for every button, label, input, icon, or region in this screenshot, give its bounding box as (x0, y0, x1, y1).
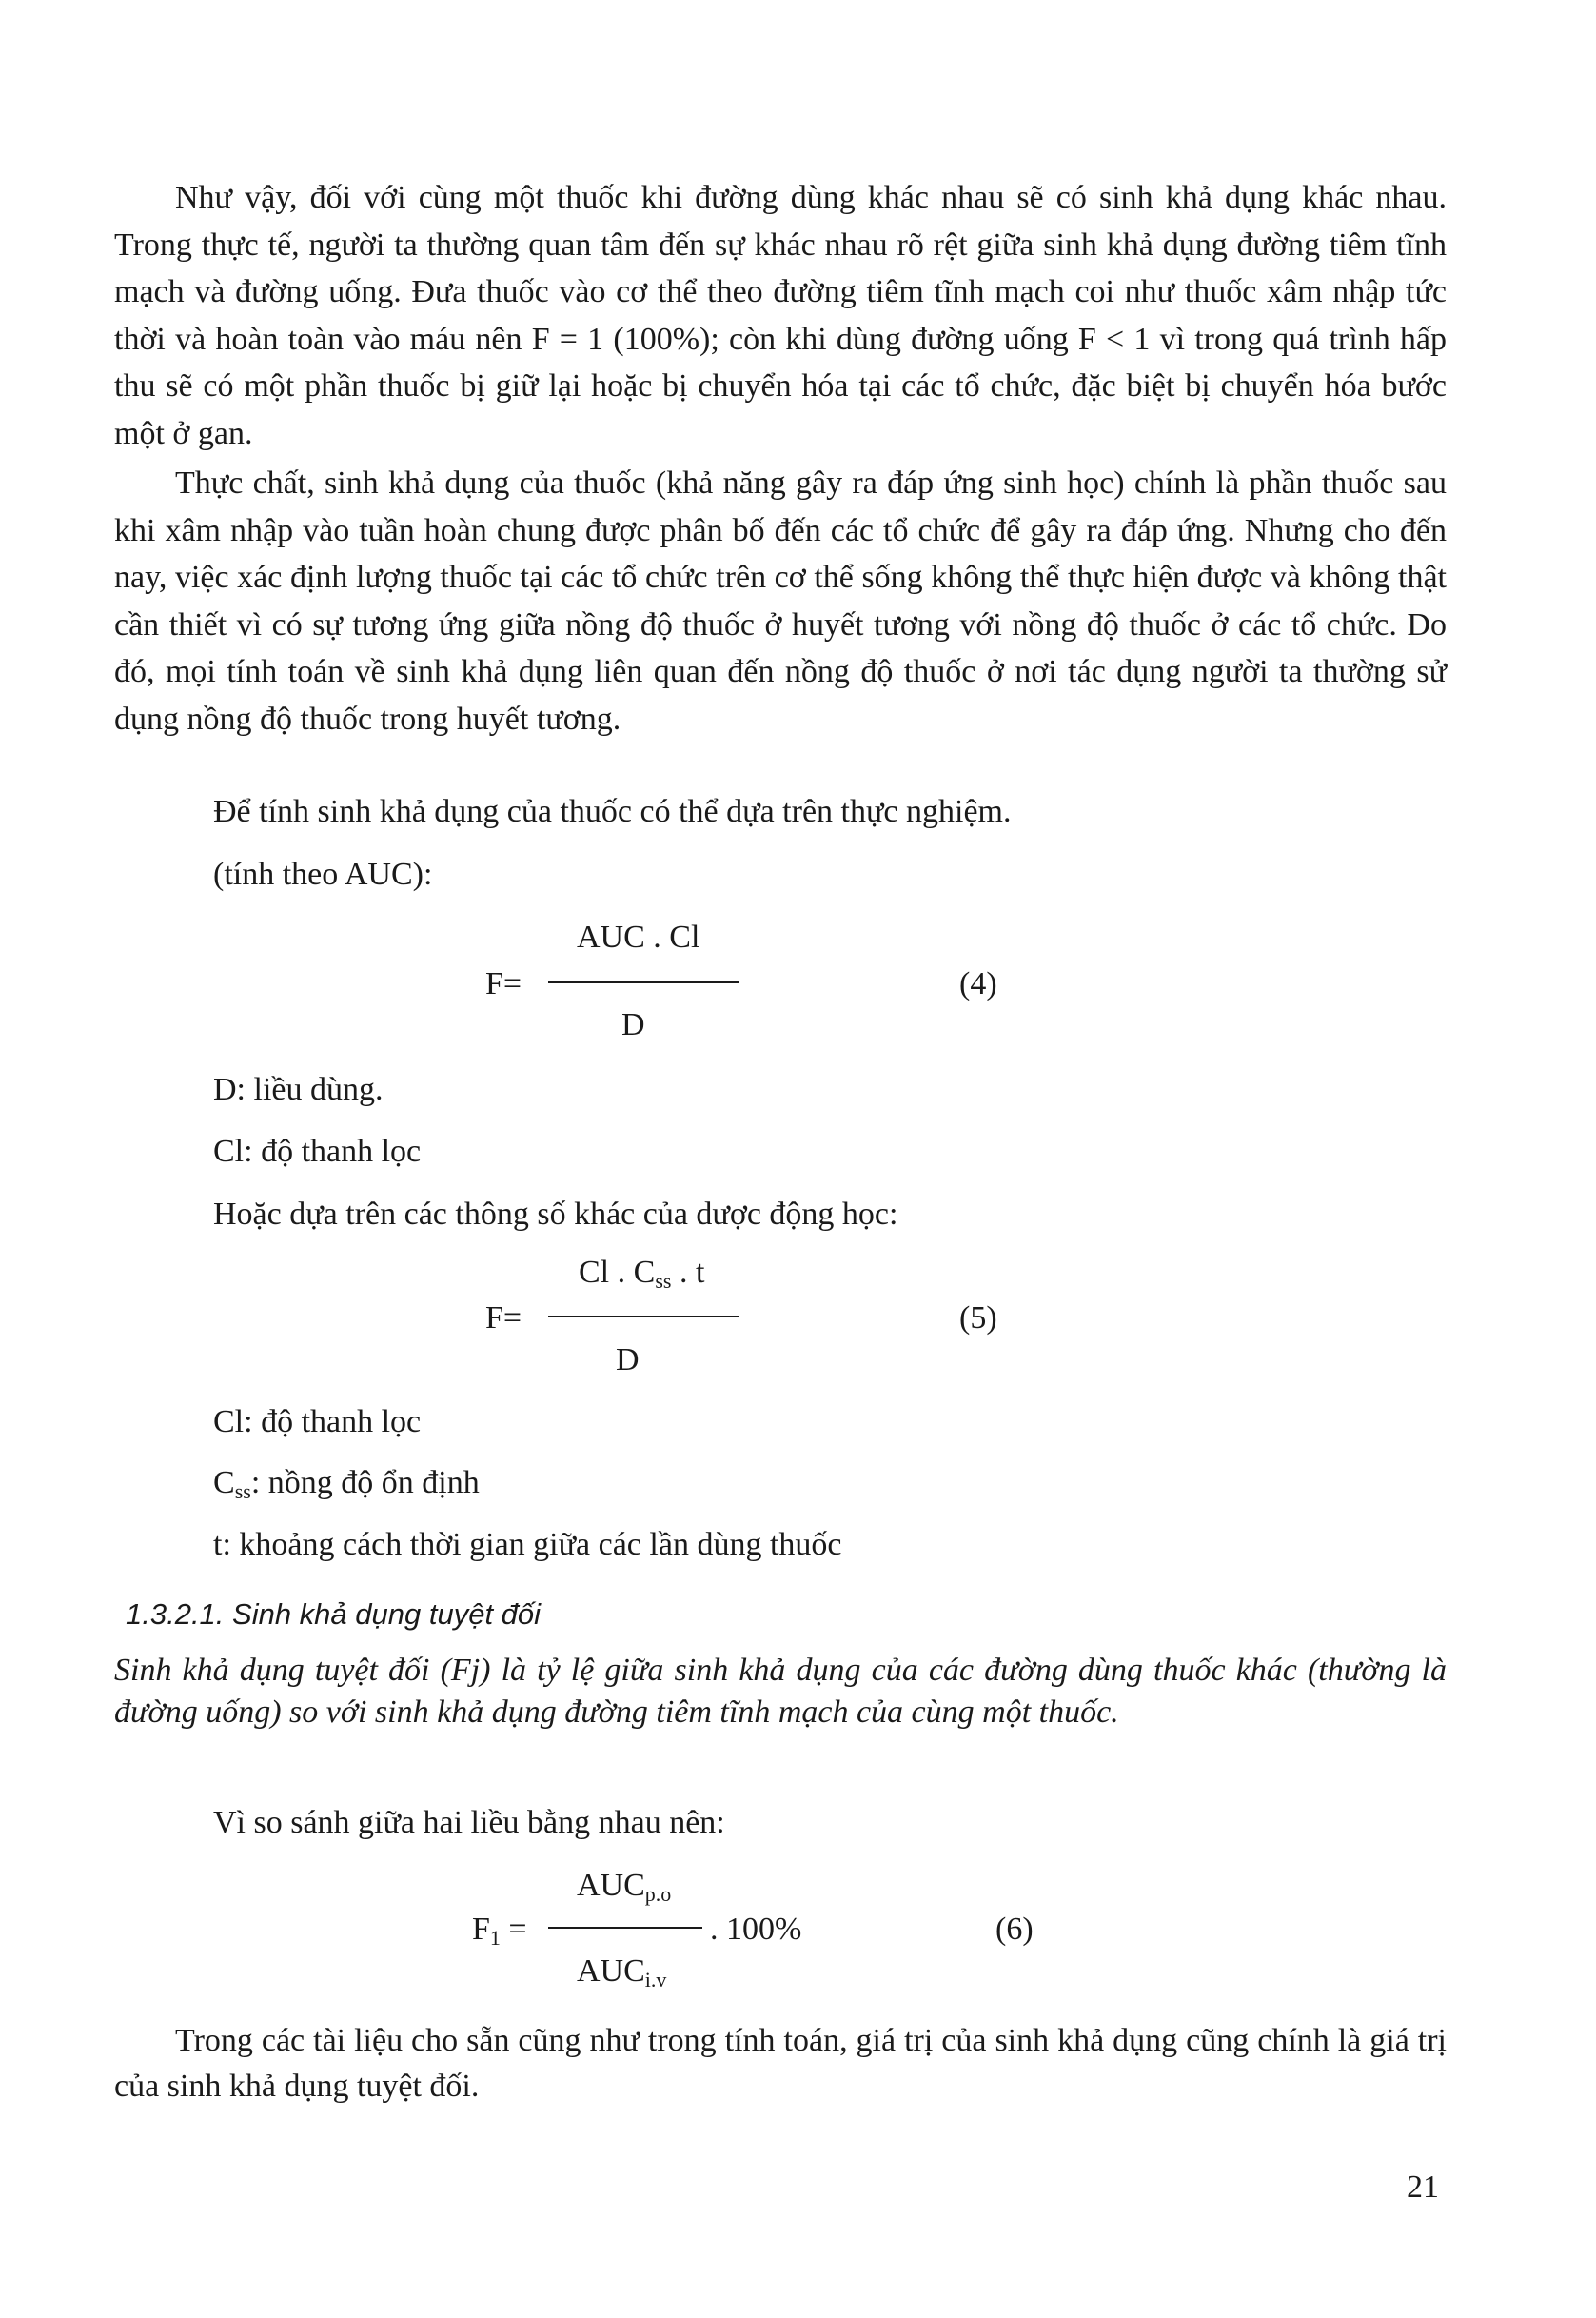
paragraph-essence-text: Thực chất, sinh khả dụng của thuốc (khả năng gây ra đáp ứng sinh học) chính là phần thuốc sau khi xâm nhập vào tuần hoàn chung được phân bố đến các tổ chức để gây ra đáp ứng. Nhưng cho đến nay, việc xác định lượng thuốc tại các tổ chức trên cơ thể sống không thể thực hiện được và không thật cần thiết vì có sự tương ứng giữa nồng độ thuốc ở huyết tương với nồng độ thuốc ở các tổ chức. Do đó, mọi tính toán về sinh khả dụng liên quan đến nồng độ thuốc ở nơi tác dụng người ta thường sử dụng nồng độ thuốc trong huyết tương. (114, 466, 1447, 737)
formula-5-lhs: F= (485, 1300, 522, 1336)
paragraph-auc-note: (tính theo AUC): (213, 857, 433, 892)
formula-6-factor: . 100% (710, 1912, 802, 1947)
legend-interval: t: khoảng cách thời gian giữa các lần dùng thuốc (213, 1527, 842, 1562)
legend-clearance-1: Cl: độ thanh lọc (213, 1134, 422, 1169)
formula-5-num-sub: ss (655, 1269, 672, 1293)
formula-6-numerator (577, 1867, 671, 1913)
formula-5-num-b: . t (679, 1255, 705, 1290)
formula-6-lhs (472, 1911, 527, 1957)
formula-4-numerator: AUC . Cl (577, 920, 700, 955)
page-number: 21 (1407, 2169, 1439, 2205)
paragraph-experimental: Để tính sinh khả dụng của thuốc có thể dựa trên thực nghiệm. (213, 794, 1012, 829)
formula-5-fraction-bar (548, 1316, 739, 1317)
legend-css-rest: : nồng độ ổn định (250, 1465, 480, 1500)
paragraph-intro (114, 174, 1447, 458)
legend-css-main: C (213, 1465, 235, 1500)
paragraph-same-dose: Vì so sánh giữa hai liều bằng nhau nên: (213, 1805, 725, 1840)
paragraph-alternative: Hoặc dựa trên các thông số khác của dược động học: (213, 1197, 898, 1232)
formula-6-fraction-bar (548, 1927, 702, 1929)
formula-5-number: (5) (959, 1300, 997, 1336)
formula-4-denominator: D (621, 1007, 645, 1042)
formula-6-denominator (577, 1952, 666, 1999)
formula-6-num-sub: p.o (644, 1882, 672, 1906)
paragraph-final (114, 2018, 1447, 2110)
definition-text: Sinh khả dụng tuyệt đối (Fj) là tỷ lệ giữa sinh khả dụng của các đường dùng thuốc khác (thường là đường uống) so với sinh khả dụng đường tiêm tĩnh mạch của cùng một thuốc. (114, 1653, 1447, 1730)
formula-5-denominator: D (616, 1342, 640, 1377)
definition-paragraph (114, 1650, 1447, 1734)
legend-steady-state (213, 1464, 480, 1511)
section-heading: 1.3.2.1. Sinh khả dụng tuyệt đối (126, 1597, 542, 1631)
formula-4-lhs: F= (485, 966, 522, 1001)
legend-dose: D: liều dùng. (213, 1072, 384, 1107)
formula-5-num-a: Cl . C (579, 1255, 656, 1290)
formula-5-numerator (579, 1254, 704, 1300)
formula-6-lhs-sub: 1 (489, 1926, 501, 1950)
formula-6-lhs-main: F (472, 1912, 490, 1947)
formula-4-number: (4) (959, 966, 997, 1001)
paragraph-intro-text: Như vậy, đối với cùng một thuốc khi đường dùng khác nhau sẽ có sinh khả dụng khác nhau. Trong thực tế, người ta thường quan tâm đến sự khác nhau rõ rệt giữa sinh khả dụng đường tiêm tĩnh mạch và đường uống. Đưa thuốc vào cơ thể theo đường tiêm tĩnh mạch coi như thuốc xâm nhập tức thời và hoàn toàn vào máu nên F = 1 (100%); còn khi dùng đường uống F < 1 vì trong quá trình hấp thu sẽ có một phần thuốc bị giữ lại hoặc bị chuyển hóa tại các tổ chức, đặc biệt bị chuyển hóa bước một ở gan. (114, 180, 1447, 451)
formula-4-fraction-bar (548, 981, 739, 983)
legend-css-sub: ss (234, 1479, 251, 1503)
paragraph-final-text: Trong các tài liệu cho sẵn cũng như trong tính toán, giá trị của sinh khả dụng cũng chính là giá trị của sinh khả dụng tuyệt đối. (114, 2023, 1447, 2104)
formula-6-num-main: AUC (577, 1868, 645, 1903)
formula-6-den-sub: i.v (644, 1968, 667, 1991)
formula-6-number: (6) (995, 1912, 1034, 1947)
legend-clearance-2: Cl: độ thanh lọc (213, 1404, 422, 1439)
formula-6-lhs-eq: = (500, 1912, 527, 1947)
formula-6-den-main: AUC (577, 1953, 645, 1989)
paragraph-essence (114, 460, 1447, 743)
